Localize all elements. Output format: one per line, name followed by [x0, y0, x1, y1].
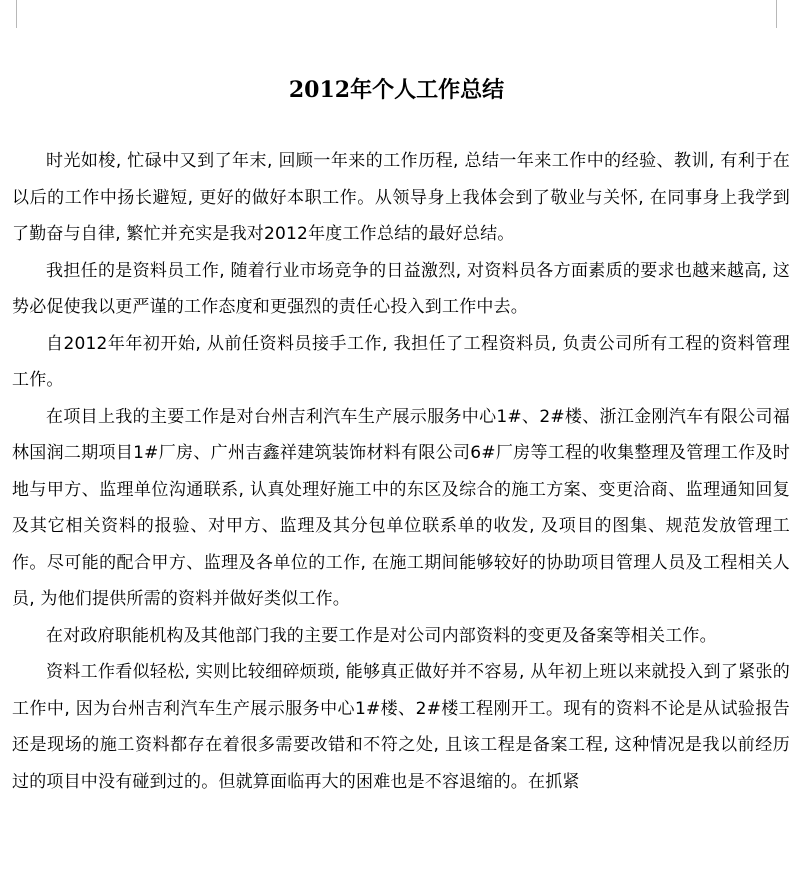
paragraph-takeover: 自2012年年初开始, 从前任资料员接手工作, 我担任了工程资料员, 负责公司所有工程的资料管理工作。 [12, 333, 790, 390]
document-title: 2012年个人工作总结 [288, 77, 505, 103]
paragraph-challenges: 资料工作看似轻松, 实则比较细碎烦琐, 能够真正做好并不容易, 从年初上班以来就投入到了紧张的工作中, 因为台州吉利汽车生产展示服务中心1#楼、2#楼工程刚开工。现有的资料不论是从试验报告还是现场的施工资料都存在着很多需要改错和不符之处, 且该工程是备案工程, 这种情况是我以前经历过的项目中没有碰到过的。但就算面临再大的困难也是不容退缩的。在抓紧 [12, 662, 790, 792]
page-corner-mark-right [776, 0, 791, 28]
paragraph-government-work: 在对政府职能机构及其他部门我的主要工作是对公司内部资料的变更及备案等相关工作。 [46, 625, 717, 646]
paragraph-intro: 时光如梭, 忙碌中又到了年末, 回顾一年来的工作历程, 总结一年来工作中的经验、教训, 有利于在以后的工作中扬长避短, 更好的做好本职工作。从领导身上我体会到了敬业与关怀, 在同事身上我学到了勤奋与自律, 繁忙并充实是我对2012年度工作总结的最好总结。 [12, 151, 790, 244]
paragraph-project-work: 在项目上我的主要工作是对台州吉利汽车生产展示服务中心1#、2#楼、浙江金刚汽车有限公司福林国润二期项目1#厂房、广州吉鑫祥建筑装饰材料有限公司6#厂房等工程的收集整理及管理工作及时地与甲方、监理单位沟通联系, 认真处理好施工中的东区及综合的施工方案、变更洽商、监理通知回复及其它相关资料的报验、对甲方、监理及其分包单位联系单的收发, 及项目的图集、规范发放管理工作。尽可能的配合甲方、监理及各单位的工作, 在施工期间能够较好的协助项目管理人员及工程相关人员, 为他们提供所需的资料并做好类似工作。 [12, 406, 790, 609]
paragraph-role: 我担任的是资料员工作, 随着行业市场竞争的日益激烈, 对资料员各方面素质的要求也越来越高, 这势必促使我以更严谨的工作态度和更强烈的责任心投入到工作中去。 [12, 260, 790, 317]
page-corner-mark-left [2, 0, 17, 28]
document-body [12, 143, 790, 800]
